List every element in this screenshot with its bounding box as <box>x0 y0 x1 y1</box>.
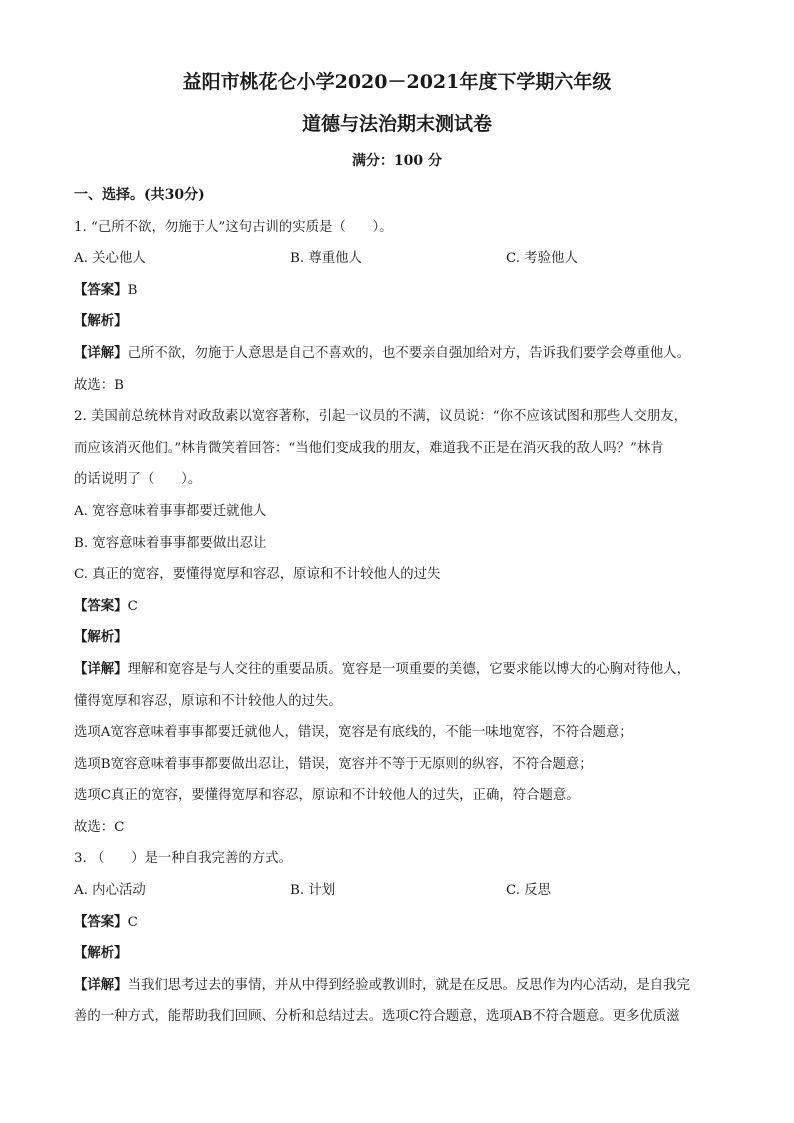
q3-options <box>74 875 734 907</box>
section-heading: 一、选择。(共30分) <box>74 187 205 203</box>
q1-conclusion: 故选：B <box>74 377 125 393</box>
answer-tag: 【答案】 <box>74 913 128 930</box>
detail-tag: 【详解】 <box>74 660 128 677</box>
exam-title-line1: 益阳市桃花仑小学2020－2021年度下学期六年级 <box>182 71 612 93</box>
q3-detail-line1 <box>74 970 734 1002</box>
q2-option-b-explain: 选项B宽容意味着事事都要做出忍让，错误，宽容并不等于无原则的纵容，不符合题意； <box>74 756 593 772</box>
exam-title-line2: 道德与法治期末测试卷 <box>301 113 492 135</box>
q2-answer <box>74 591 734 623</box>
q1-option-b: B. 尊重他人 <box>290 251 362 267</box>
q2-conclusion: 故选：C <box>74 819 125 835</box>
answer-tag: 【答案】 <box>74 281 128 298</box>
q2-option-a-explain: 选项A宽容意味着事事都要迁就他人，错误，宽容是有底线的，不能一味地宽容，不符合题意； <box>74 725 633 741</box>
answer-tag: 【答案】 <box>74 597 128 614</box>
detail-tag: 【详解】 <box>74 976 128 993</box>
detail-tag: 【详解】 <box>74 344 128 361</box>
q2-analysis-tag: 【解析】 <box>74 629 128 646</box>
q2-detail-text: 理解和宽容是与人交往的重要品质。宽容是一项重要的美德，它要求能以博大的心胸对待他人， <box>127 661 690 677</box>
q3-answer <box>74 907 734 939</box>
q1-option-c: C. 考验他人 <box>506 251 578 267</box>
q3-answer-value: C <box>127 914 138 930</box>
full-score: 满分：100 分 <box>351 153 443 169</box>
q1-answer <box>74 275 734 307</box>
q3-option-b: B. 计划 <box>290 883 336 899</box>
q3-detail-line2: 善的一种方式，能帮助我们回顾、分析和总结过去。选项C符合题意，选项AB不符合题意。更多优质滋 <box>74 1009 680 1025</box>
q1-analysis-tag: 【解析】 <box>74 313 128 330</box>
q3-option-a: A. 内心活动 <box>74 883 146 899</box>
q2-stem-line2: 而应该消灭他们。”林肯微笑着回答：“当他们变成我的朋友，难道我不正是在消灭我的敌人吗？”林肯 <box>74 440 664 456</box>
q3-stem: 3. （ ）是一种自我完善的方式。 <box>74 851 292 867</box>
q3-option-c: C. 反思 <box>506 883 552 899</box>
exam-body <box>74 180 734 1033</box>
q2-detail-line2: 懂得宽厚和容忍，原谅和不计较他人的过失。 <box>74 693 342 709</box>
q2-stem-line3: 的话说明了（ ）。 <box>74 472 202 488</box>
q2-option-c-explain: 选项C真正的宽容，要懂得宽厚和容忍，原谅和不计较他人的过失，正确，符合题意。 <box>74 788 580 804</box>
q2-answer-value: C <box>127 598 138 614</box>
q2-option-a: A. 宽容意味着事事都要迁就他人 <box>74 503 267 519</box>
q2-detail-line1 <box>74 654 734 686</box>
q1-detail-text: 己所不欲，勿施于人意思是自己不喜欢的，也不要亲自强加给对方，告诉我们要学会尊重他人。 <box>127 345 690 361</box>
q1-detail <box>74 338 734 370</box>
q1-answer-value: B <box>127 282 138 298</box>
q2-stem-line1: 2. 美国前总统林肯对政敌素以宽容著称，引起一议员的不满，议员说：“你不应该试图和那些人交朋友， <box>74 409 688 425</box>
q2-option-b: B. 宽容意味着事事都要做出忍让 <box>74 535 267 551</box>
q3-detail-text: 当我们思考过去的事情，并从中得到经验或教训时，就是在反思。反思作为内心活动，是自我完 <box>127 977 690 993</box>
q1-options <box>74 243 734 275</box>
q1-option-a: A. 关心他人 <box>74 251 146 267</box>
q1-stem: 1. “己所不欲，勿施于人”这句古训的实质是（ ）。 <box>74 219 393 235</box>
q2-option-c: C. 真正的宽容，要懂得宽厚和容忍，原谅和不计较他人的过失 <box>74 567 441 583</box>
q3-analysis-tag: 【解析】 <box>74 945 128 962</box>
